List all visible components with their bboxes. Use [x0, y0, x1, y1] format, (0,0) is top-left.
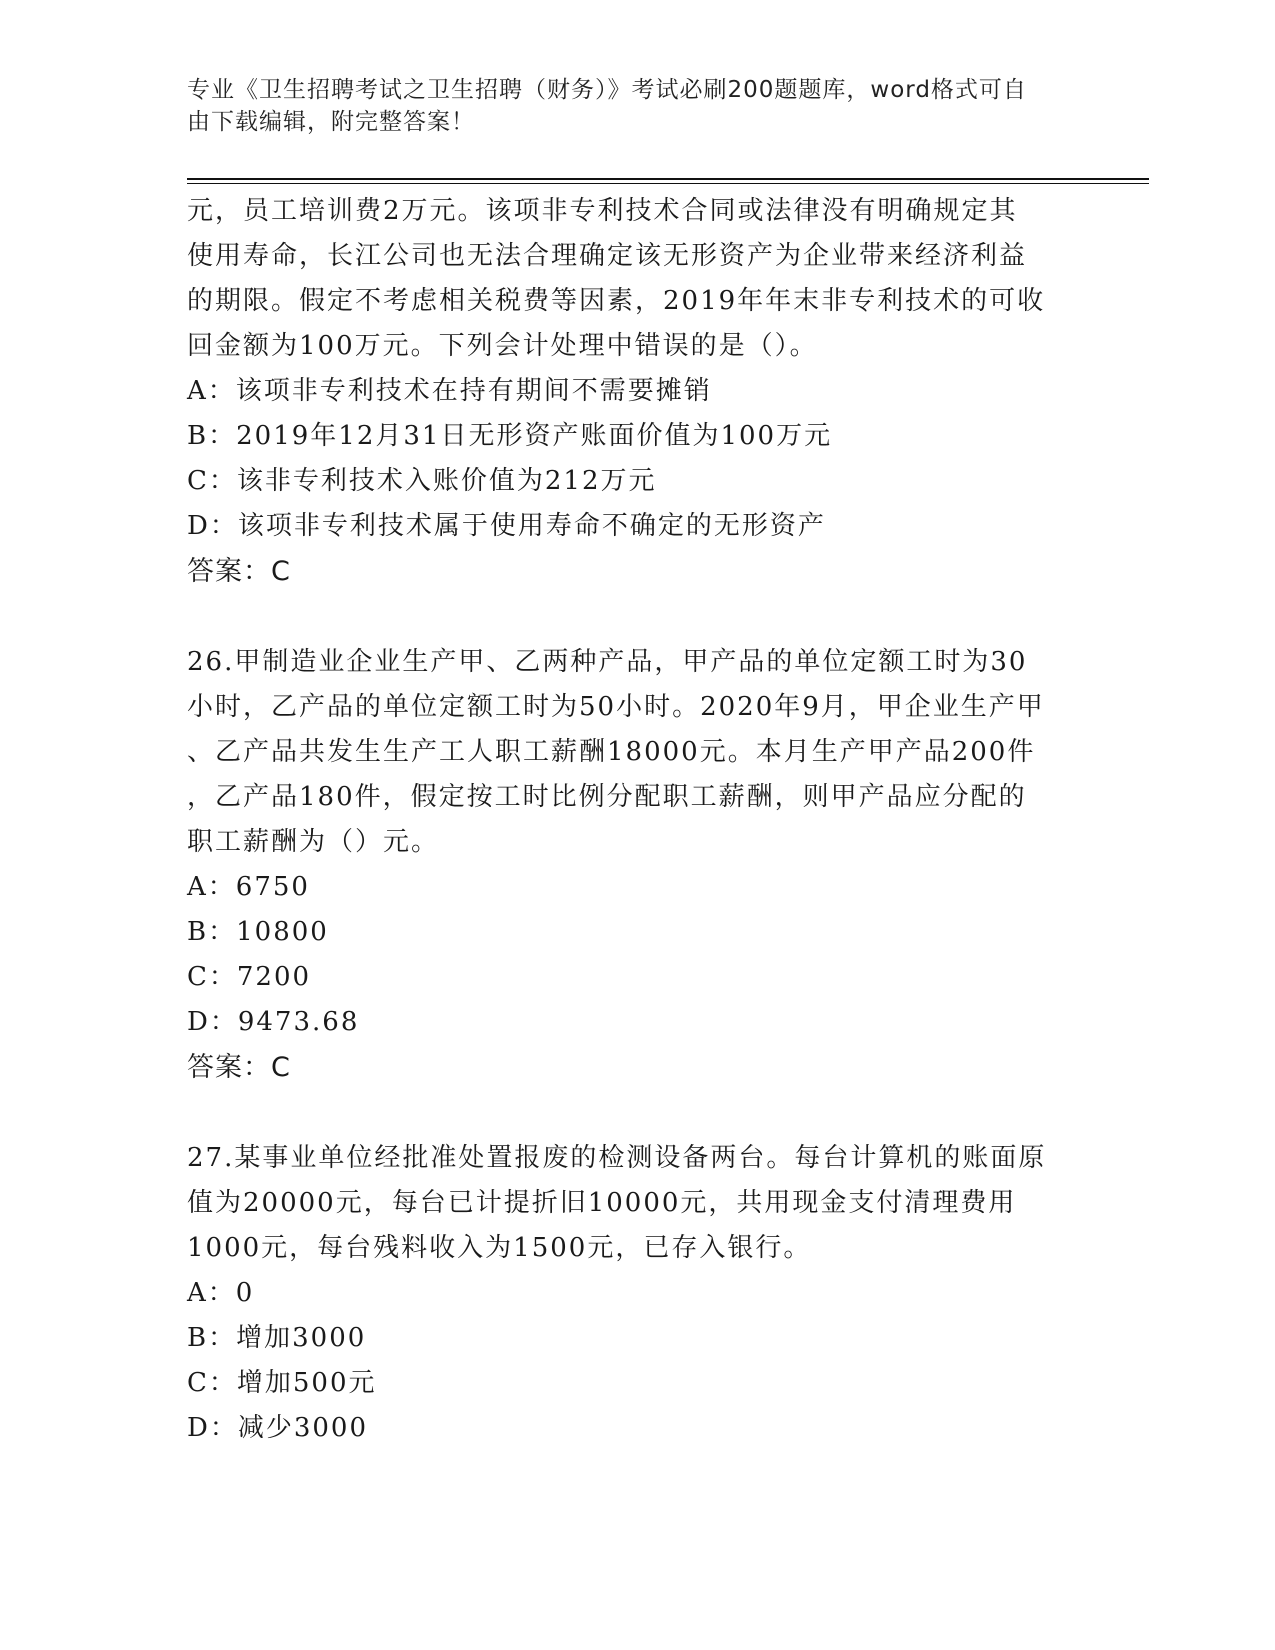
question-stem-line: 职工薪酬为（）元。 — [187, 827, 440, 857]
question-stem-line: 1000元，每台残料收入为1500元，已存入银行。 — [187, 1233, 812, 1263]
question-stem-line: 27.某事业单位经批准处置报废的检测设备两台。每台计算机的账面原 — [187, 1143, 1047, 1173]
document-header — [187, 74, 1087, 138]
question-stem-line: 值为20000元，每台已计提折旧10000元，共用现金支付清理费用 — [187, 1188, 1017, 1218]
question-stem-line: 小时，乙产品的单位定额工时为50小时。2020年9月，甲企业生产甲 — [187, 692, 1045, 722]
answer: 答案：C — [187, 556, 291, 587]
question-stem-line: 的期限。假定不考虑相关税费等因素，2019年年末非专利技术的可收 — [187, 286, 1046, 316]
header-divider-thin — [187, 183, 1149, 184]
question-spacer — [187, 1090, 1087, 1136]
option-d: D：减少3000 — [187, 1413, 369, 1443]
option-b: B：2019年12月31日无形资产账面价值为100万元 — [187, 421, 833, 451]
option-c: C：7200 — [187, 962, 312, 992]
option-c: C：增加500元 — [187, 1368, 377, 1398]
question-stem-line: 26.甲制造业企业生产甲、乙两种产品，甲产品的单位定额工时为30 — [187, 647, 1028, 677]
option-a: A：该项非专利技术在持有期间不需要摊销 — [187, 376, 712, 406]
question-25 — [187, 189, 1087, 594]
option-b: B：10800 — [187, 917, 329, 947]
option-a: A：0 — [187, 1278, 255, 1308]
header-divider-thick — [187, 178, 1149, 180]
question-stem-line: 使用寿命，长江公司也无法合理确定该无形资产为企业带来经济利益 — [187, 241, 1028, 271]
option-c: C：该非专利技术入账价值为212万元 — [187, 466, 657, 496]
document-body — [187, 189, 1087, 1451]
answer: 答案：C — [187, 1052, 291, 1083]
header-line-1: 专业《卫生招聘考试之卫生招聘（财务）》考试必刷200题题库，word格式可自 — [187, 77, 1027, 103]
question-stem-line: 、乙产品共发生生产工人职工薪酬18000元。本月生产甲产品200件 — [187, 737, 1036, 767]
option-a: A：6750 — [187, 872, 310, 902]
option-d: D：9473.68 — [187, 1007, 360, 1037]
option-d: D：该项非专利技术属于使用寿命不确定的无形资产 — [187, 511, 826, 541]
option-b: B：增加3000 — [187, 1323, 367, 1353]
header-line-2: 由下载编辑，附完整答案！ — [187, 109, 475, 135]
question-stem-line: 元，员工培训费2万元。该项非专利技术合同或法律没有明确规定其 — [187, 196, 1018, 226]
question-27 — [187, 1136, 1087, 1451]
question-26 — [187, 640, 1087, 1090]
question-stem-line: 回金额为100万元。下列会计处理中错误的是（）。 — [187, 331, 818, 361]
question-stem-line: ，乙产品180件，假定按工时比例分配职工薪酬，则甲产品应分配的 — [187, 782, 1027, 812]
question-spacer — [187, 594, 1087, 640]
